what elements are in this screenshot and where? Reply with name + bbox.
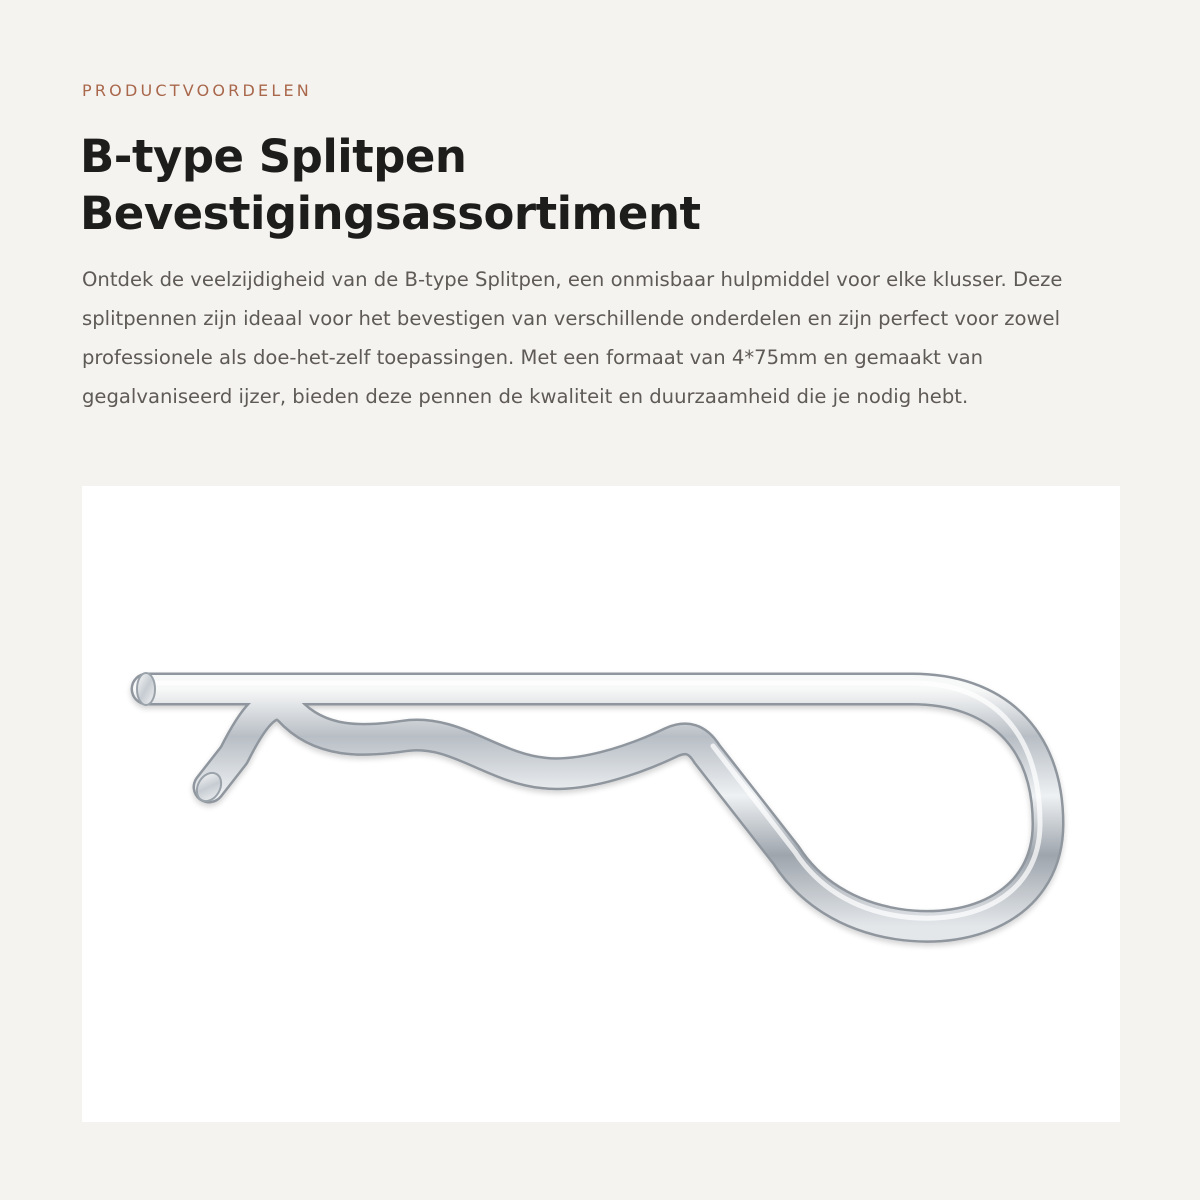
product-description: Ontdek de veelzijdigheid van de B-type Splitpen, een onmisbaar hulpmiddel voor elke klusser. Deze splitpennen zijn ideaal voor het bevestigen van verschillende onderdelen en zijn perfect voor zowel professionele als doe-het-zelf toepassingen. Met een formaat van 4*75mm en gemaakt van gegalvaniseerd ijzer, bieden deze pennen de kwaliteit en duurzaamheid die je nodig hebt. xyxy=(82,268,1063,408)
title-line-2: Bevestigingsassortiment xyxy=(80,187,701,240)
page-title xyxy=(80,128,701,242)
straight-leg-end-icon xyxy=(137,673,155,705)
title-line-1: B-type Splitpen xyxy=(80,130,467,183)
cotter-pin-outline-icon xyxy=(147,689,1048,926)
section-eyebrow: PRODUCTVOORDELEN xyxy=(82,81,312,100)
product-image-card xyxy=(82,486,1120,1122)
cotter-pin-image xyxy=(82,486,1120,1122)
